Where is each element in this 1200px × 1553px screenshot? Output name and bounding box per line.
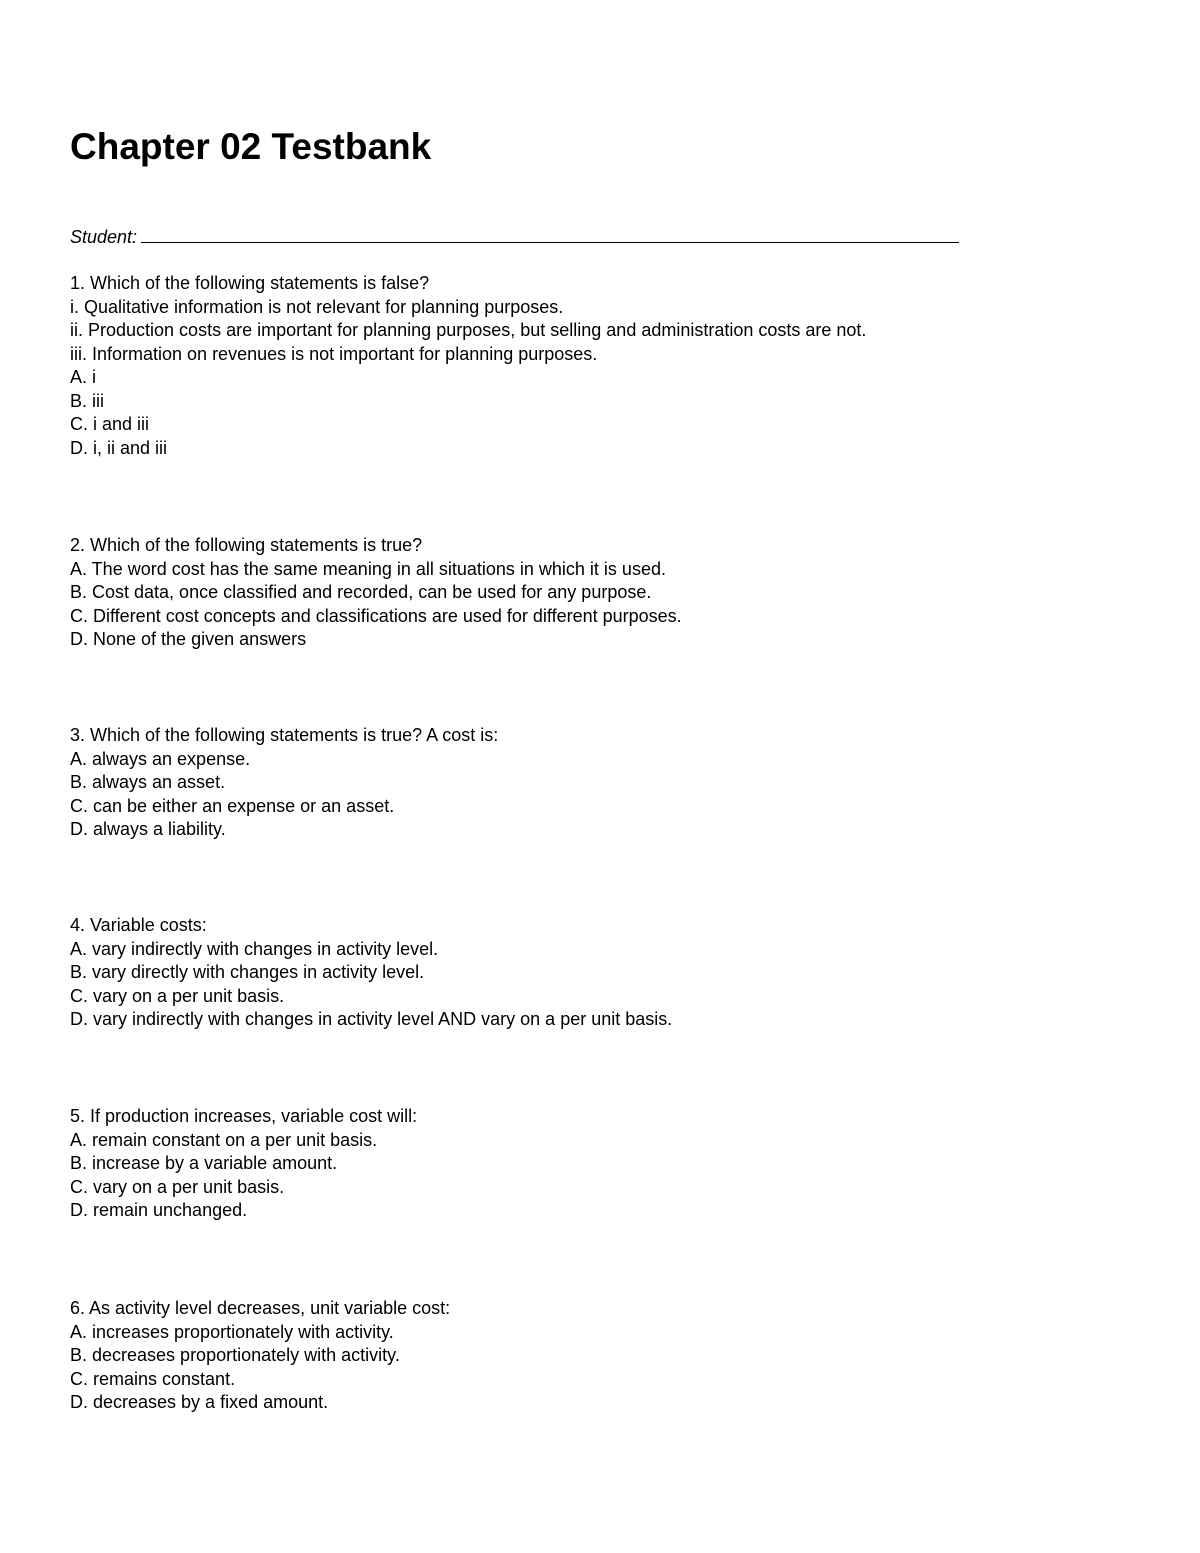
statement: i. Qualitative information is not relevant for planning purposes. xyxy=(70,296,564,317)
answer-option-b: B. increase by a variable amount. xyxy=(70,1153,338,1173)
question-stem: 4. Variable costs: xyxy=(70,915,207,935)
answer-option-b: B. iii xyxy=(70,390,105,411)
question-4 xyxy=(70,914,1150,1032)
answer-option-a: A. i xyxy=(70,367,97,387)
question-stem: 6. As activity level decreases, unit variable cost: xyxy=(70,1298,451,1318)
question-stem: 1. Which of the following statements is false? xyxy=(70,273,430,293)
answer-option-c: C. Different cost concepts and classifications are used for different purposes. xyxy=(70,605,682,626)
student-label: Student: xyxy=(70,227,138,247)
answer-option-d: D. vary indirectly with changes in activity level AND vary on a per unit basis. xyxy=(70,1009,673,1029)
question-stem: 2. Which of the following statements is true? xyxy=(70,535,423,555)
answer-option-b: B. vary directly with changes in activity level. xyxy=(70,962,425,982)
answer-option-d: D. remain unchanged. xyxy=(70,1200,248,1220)
answer-option-a: A. vary indirectly with changes in activity level. xyxy=(70,938,439,959)
answer-option-a: A. always an expense. xyxy=(70,748,251,769)
question-5 xyxy=(70,1105,1150,1223)
question-stem: 5. If production increases, variable cost will: xyxy=(70,1106,418,1126)
answer-option-c: C. vary on a per unit basis. xyxy=(70,985,285,1006)
question-3 xyxy=(70,724,1150,842)
question-1 xyxy=(70,272,1150,460)
answer-option-b: B. decreases proportionately with activity. xyxy=(70,1345,400,1365)
question-6 xyxy=(70,1297,1150,1415)
answer-option-d: D. decreases by a fixed amount. xyxy=(70,1392,329,1412)
answer-option-a: A. The word cost has the same meaning in all situations in which it is used. xyxy=(70,558,666,579)
statement: ii. Production costs are important for planning purposes, but selling and administration costs are not. xyxy=(70,320,867,340)
answer-option-d: D. None of the given answers xyxy=(70,629,307,649)
answer-option-a: A. increases proportionately with activity. xyxy=(70,1321,394,1342)
answer-option-c: C. i and iii xyxy=(70,414,150,434)
student-field xyxy=(70,224,959,250)
question-2 xyxy=(70,534,1150,652)
page-title: Chapter 02 Testbank xyxy=(70,126,432,167)
answer-option-b: B. always an asset. xyxy=(70,772,226,792)
answer-option-c: C. remains constant. xyxy=(70,1368,236,1389)
statement: iii. Information on revenues is not important for planning purposes. xyxy=(70,343,598,364)
answer-option-d: D. always a liability. xyxy=(70,819,226,839)
student-name-blank xyxy=(141,224,959,243)
answer-option-c: C. can be either an expense or an asset. xyxy=(70,795,395,816)
answer-option-c: C. vary on a per unit basis. xyxy=(70,1176,285,1197)
answer-option-b: B. Cost data, once classified and recorded, can be used for any purpose. xyxy=(70,582,652,602)
answer-option-d: D. i, ii and iii xyxy=(70,437,168,458)
answer-option-a: A. remain constant on a per unit basis. xyxy=(70,1129,378,1150)
question-stem: 3. Which of the following statements is true? A cost is: xyxy=(70,725,499,745)
